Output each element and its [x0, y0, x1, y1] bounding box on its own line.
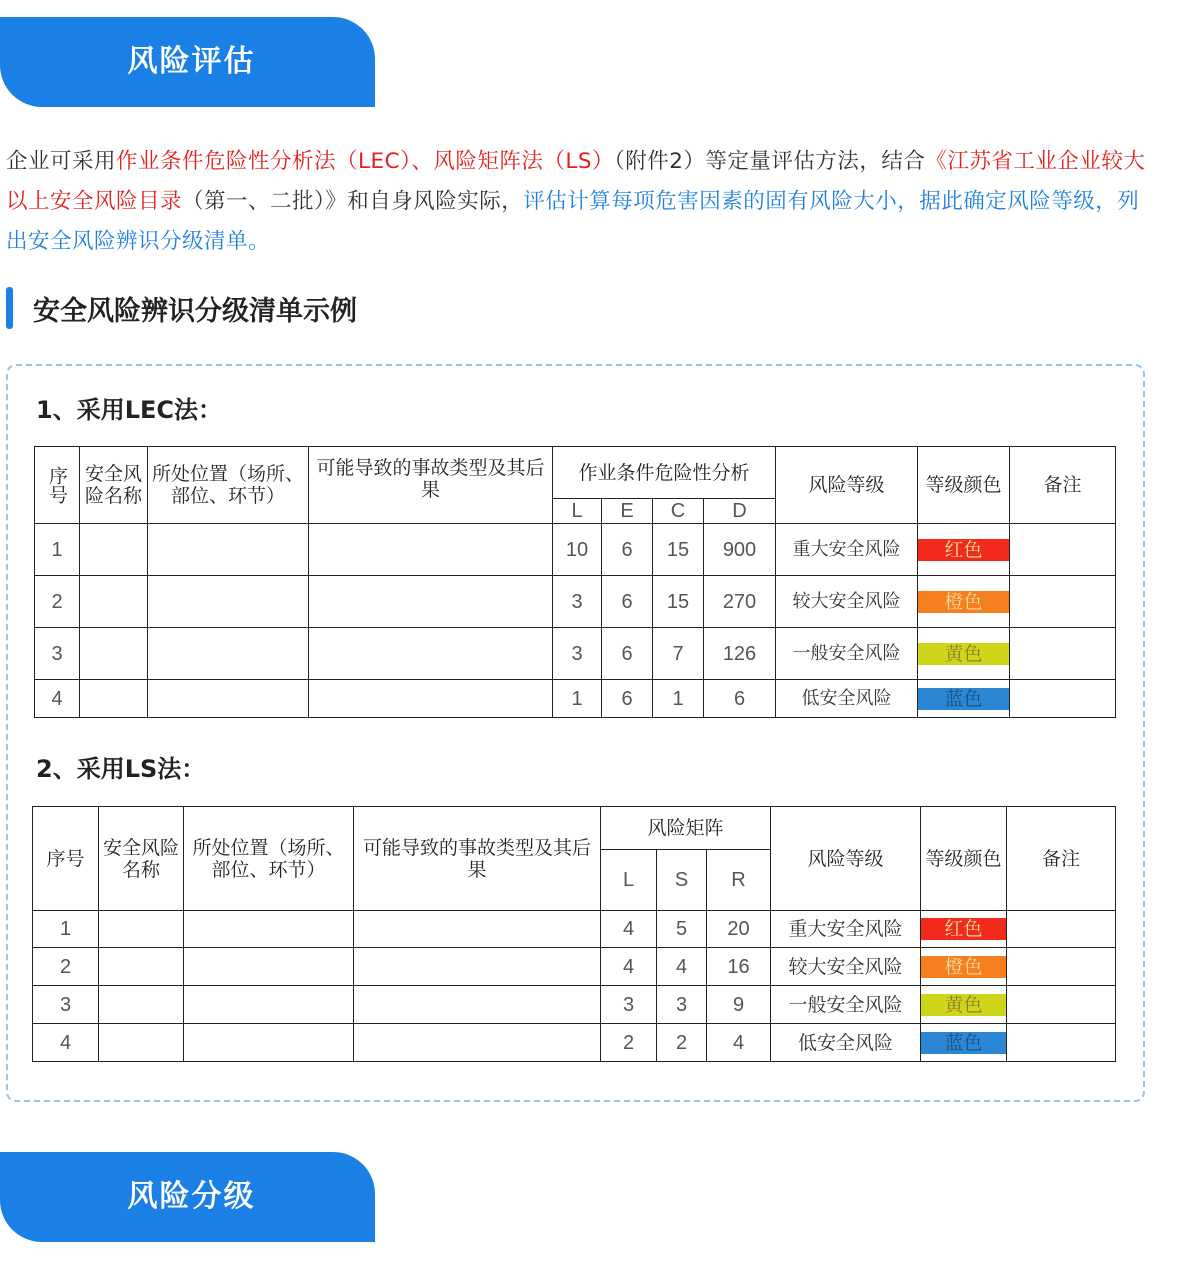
- table-row: [33, 1024, 1116, 1062]
- header-R: R: [707, 850, 771, 911]
- cell-risk-level: 低安全风险: [771, 1024, 921, 1062]
- cell-R: 9: [707, 986, 771, 1024]
- cell-risk-level: 重大安全风险: [771, 911, 921, 948]
- cell-E: 6: [602, 628, 653, 680]
- cell-risk-level: 重大安全风险: [776, 524, 918, 576]
- cell-C: 15: [653, 576, 704, 628]
- cell-risk-level: 较大安全风险: [771, 948, 921, 986]
- header-S: S: [657, 850, 707, 911]
- cell-risk-level: 低安全风险: [776, 680, 918, 718]
- header-seq: 序号: [35, 447, 80, 524]
- cell-L: 3: [601, 986, 657, 1024]
- cell-L: 10: [553, 524, 602, 576]
- header-risk-level: 风险等级: [776, 447, 918, 524]
- color-swatch-blue: 蓝色: [921, 1032, 1006, 1054]
- header-location: 所处位置（场所、部位、环节）: [184, 807, 354, 911]
- cell-level-color: [921, 986, 1007, 1024]
- cell-S: 3: [657, 986, 707, 1024]
- header-risk-name: 安全风险名称: [99, 807, 184, 911]
- cell-L: 4: [601, 948, 657, 986]
- header-location: 所处位置（场所、部位、环节）: [148, 447, 309, 524]
- table-row: [33, 948, 1116, 986]
- header-level-color: 等级颜色: [921, 807, 1007, 911]
- header-D: D: [704, 499, 776, 524]
- header-accident: 可能导致的事故类型及其后果: [354, 807, 601, 911]
- section-heading: [6, 286, 357, 330]
- cell-risk-level: 一般安全风险: [771, 986, 921, 1024]
- section-banner-risk-assessment: [0, 17, 375, 107]
- cell-C: 7: [653, 628, 704, 680]
- cell-C: 1: [653, 680, 704, 718]
- ls-table: [32, 806, 1116, 1062]
- cell-level-color: [918, 524, 1010, 576]
- header-L: L: [601, 850, 657, 911]
- color-swatch-blue: 蓝色: [918, 688, 1009, 710]
- heading-accent-bar: [6, 287, 13, 329]
- cell-L: 1: [553, 680, 602, 718]
- table-row: [35, 576, 1116, 628]
- section-banner-risk-grading: [0, 1152, 375, 1242]
- intro-paragraph: [6, 142, 1156, 262]
- lec-method-title: 1、采用LEC法：: [36, 396, 222, 424]
- cell-L: 3: [553, 576, 602, 628]
- cell-E: 6: [602, 524, 653, 576]
- cell-risk-level: 较大安全风险: [776, 576, 918, 628]
- cell-seq: 3: [33, 986, 99, 1024]
- banner-title: 风险评估: [127, 44, 256, 79]
- header-seq: 序号: [33, 807, 99, 911]
- cell-L: 3: [553, 628, 602, 680]
- cell-D: 270: [704, 576, 776, 628]
- intro-text: （第一、二批）》和自身风险实际，: [182, 189, 524, 214]
- cell-level-color: [918, 576, 1010, 628]
- color-swatch-yellow: 黄色: [921, 994, 1006, 1016]
- cell-seq: 4: [33, 1024, 99, 1062]
- cell-seq: 4: [35, 680, 80, 718]
- header-risk-name: 安全风险名称: [80, 447, 148, 524]
- intro-text: 企业可采用: [6, 149, 117, 174]
- table-row: [35, 628, 1116, 680]
- cell-S: 4: [657, 948, 707, 986]
- section-heading-text: 安全风险辨识分级清单示例: [33, 295, 357, 327]
- cell-seq: 3: [35, 628, 80, 680]
- intro-text: （附件2）等定量评估方法，结合: [613, 149, 926, 174]
- color-swatch-red: 红色: [921, 918, 1006, 940]
- header-accident: 可能导致的事故类型及其后果: [309, 447, 553, 524]
- cell-S: 5: [657, 911, 707, 948]
- header-risk-level: 风险等级: [771, 807, 921, 911]
- table-row: [35, 524, 1116, 576]
- cell-L: 4: [601, 911, 657, 948]
- header-matrix: 风险矩阵: [601, 807, 771, 850]
- header-C: C: [653, 499, 704, 524]
- cell-risk-level: 一般安全风险: [776, 628, 918, 680]
- lec-table: [34, 446, 1116, 718]
- color-swatch-orange: 橙色: [921, 956, 1006, 978]
- header-L: L: [553, 499, 602, 524]
- table-row: [33, 986, 1116, 1024]
- header-E: E: [602, 499, 653, 524]
- cell-seq: 1: [35, 524, 80, 576]
- cell-level-color: [921, 911, 1007, 948]
- cell-level-color: [921, 1024, 1007, 1062]
- table-row: [35, 680, 1116, 718]
- intro-highlight-conclusion: 评估计算每项危害因素的固有风险大小，据此确定风险等级，列出安全风险辨识分级清单。: [6, 189, 1140, 254]
- header-analysis: 作业条件危险性分析: [553, 447, 776, 499]
- cell-R: 16: [707, 948, 771, 986]
- cell-R: 20: [707, 911, 771, 948]
- cell-D: 6: [704, 680, 776, 718]
- intro-highlight-methods: 作业条件危险性分析法（LEC）、风险矩阵法（LS）: [116, 149, 614, 174]
- cell-R: 4: [707, 1024, 771, 1062]
- cell-S: 2: [657, 1024, 707, 1062]
- cell-level-color: [918, 628, 1010, 680]
- header-note: 备注: [1010, 447, 1116, 524]
- cell-E: 6: [602, 576, 653, 628]
- header-level-color: 等级颜色: [918, 447, 1010, 524]
- cell-C: 15: [653, 524, 704, 576]
- table-row: [33, 911, 1116, 948]
- color-swatch-red: 红色: [918, 539, 1009, 561]
- cell-level-color: [918, 680, 1010, 718]
- banner-title: 风险分级: [127, 1179, 256, 1214]
- cell-level-color: [921, 948, 1007, 986]
- cell-D: 126: [704, 628, 776, 680]
- intro-highlight-catalog: 《江苏省工业企业较大以上安全风险目录: [6, 149, 1146, 214]
- cell-seq: 2: [35, 576, 80, 628]
- cell-L: 2: [601, 1024, 657, 1062]
- cell-seq: 1: [33, 911, 99, 948]
- header-note: 备注: [1007, 807, 1116, 911]
- cell-seq: 2: [33, 948, 99, 986]
- cell-D: 900: [704, 524, 776, 576]
- cell-E: 6: [602, 680, 653, 718]
- color-swatch-yellow: 黄色: [918, 643, 1009, 665]
- color-swatch-orange: 橙色: [918, 591, 1009, 613]
- ls-method-title: 2、采用LS法：: [36, 755, 206, 783]
